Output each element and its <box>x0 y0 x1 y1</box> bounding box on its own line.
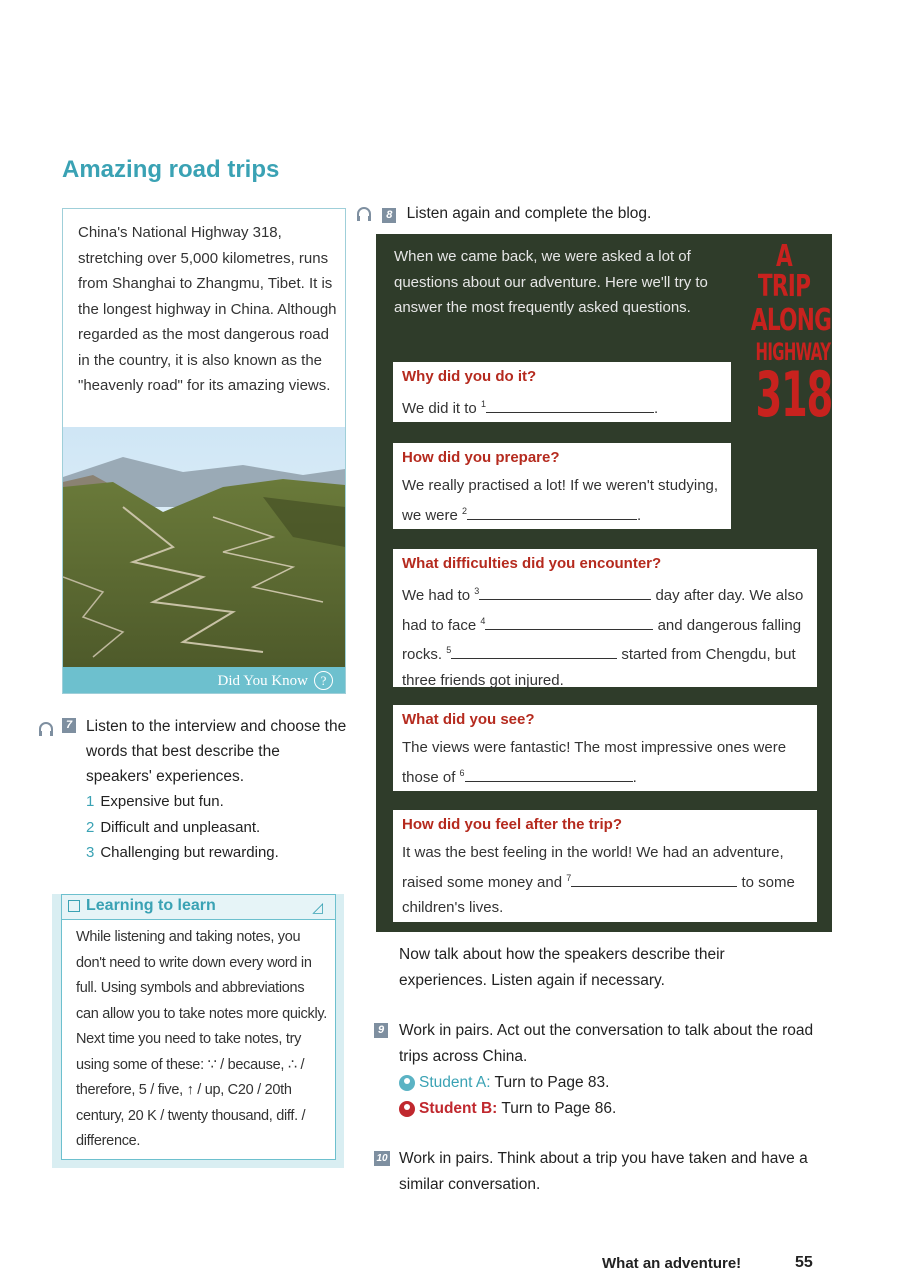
blank-number: 7 <box>566 872 572 883</box>
activity-number-badge: 9 <box>374 1023 388 1038</box>
blank-number: 3 <box>474 586 480 596</box>
answer-text: . <box>632 768 637 786</box>
student-a-text: Turn to Page 83. <box>490 1074 610 1091</box>
blog-card <box>393 549 817 687</box>
blank-number: 2 <box>462 505 468 516</box>
option-text: Difficult and unpleasant. <box>100 818 261 836</box>
option-text: Challenging but rewarding. <box>100 844 279 861</box>
card-question: Why did you do it? <box>402 368 537 385</box>
student-b-line[interactable] <box>399 1096 814 1122</box>
learning-to-learn-title <box>68 897 216 915</box>
activity-9 <box>374 1018 814 1122</box>
headphones-icon <box>356 205 382 222</box>
user-icon <box>399 1075 415 1091</box>
answer-text: . <box>653 400 659 417</box>
student-b-label: Student B: <box>419 1100 498 1117</box>
answer-text: . <box>637 506 642 524</box>
option-text: Expensive but fun. <box>100 793 224 810</box>
checkbox-icon <box>68 900 80 912</box>
answer-text: those of <box>402 768 460 786</box>
activity-9-instruction: Work in pairs. Act out the conversation to talk about the road trips across China. <box>399 1022 814 1065</box>
blog-title-number: 318 <box>755 358 833 431</box>
footer-title: What an adventure! <box>602 1255 742 1272</box>
option-number: 1 <box>86 793 95 810</box>
answer-text: three friends got injured. <box>402 671 564 689</box>
page-number: 55 <box>795 1254 813 1271</box>
answer-blank[interactable] <box>467 505 637 520</box>
did-you-know-bar <box>63 667 345 693</box>
blog-card <box>393 810 817 922</box>
blank-number: 4 <box>480 615 486 626</box>
did-you-know-label-text: Did You Know <box>217 673 308 689</box>
blank-number: 6 <box>459 767 465 778</box>
answer-text: day after day. We also <box>651 587 804 604</box>
blank-number: 1 <box>480 399 486 409</box>
after-blog-instruction: Now talk about how the speakers describe their experiences. Listen again if necessary. <box>399 946 725 989</box>
answer-blank[interactable] <box>571 872 737 887</box>
blog-card <box>393 443 731 529</box>
card-question: How did you feel after the trip? <box>402 816 623 833</box>
option-item[interactable] <box>86 840 348 866</box>
answer-text: children's lives. <box>402 899 504 916</box>
triangle-icon: ◿ <box>312 899 323 915</box>
activity-number-badge: 7 <box>62 718 76 733</box>
answer-blank[interactable] <box>465 767 633 782</box>
card-question: What difficulties did you encounter? <box>402 555 662 572</box>
option-item[interactable] <box>86 815 348 841</box>
card-question: What did you see? <box>402 711 535 728</box>
answer-text: We had to <box>402 587 475 604</box>
activity-10 <box>374 1146 814 1198</box>
answer-text: had to face <box>402 616 481 634</box>
card-answer <box>402 392 658 422</box>
activity-8-instruction: Listen again and complete the blog. <box>406 205 652 222</box>
card-answer <box>402 735 786 790</box>
blog-panel <box>376 234 832 932</box>
blog-title-line: HIGHWAY <box>755 338 831 366</box>
card-answer <box>402 473 718 528</box>
answer-text: We really practised a lot! If we weren't studying, <box>402 477 719 494</box>
user-icon <box>399 1101 415 1117</box>
student-a-line[interactable] <box>399 1070 814 1096</box>
section-title: Amazing road trips <box>62 156 280 183</box>
answer-blank[interactable] <box>485 615 653 630</box>
did-you-know-text: China's National Highway 318, stretching over 5,000 kilometres, runs from Shanghai to Zhangmu, Tibet. It is the longest highway in China. Although regarded as the most dangerous road in the country, it is also known as the "heavenly road" for its amazing views. <box>78 224 337 394</box>
card-answer <box>402 840 795 921</box>
option-item[interactable] <box>86 789 348 815</box>
answer-blank[interactable] <box>451 644 617 659</box>
answer-text: we were <box>402 506 463 524</box>
option-number: 3 <box>86 844 95 861</box>
blog-title-line: ALONG <box>750 303 832 338</box>
student-b-text: Turn to Page 86. <box>497 1100 617 1117</box>
answer-text: started from Chengdu, but <box>617 646 796 663</box>
answer-text: It was the best feeling in the world! We had an adventure, <box>402 844 784 861</box>
activity-10-instruction: Work in pairs. Think about a trip you have taken and have a similar conversation. <box>399 1150 808 1193</box>
answer-text: The views were fantastic! The most impressive ones were <box>402 739 787 756</box>
blog-card <box>393 705 817 791</box>
blog-title-line: A TRIP <box>757 239 811 304</box>
answer-blank[interactable] <box>479 585 651 600</box>
did-you-know-label <box>218 671 333 690</box>
answer-text: and dangerous falling <box>653 616 802 634</box>
answer-blank[interactable] <box>486 398 654 413</box>
headphones-icon <box>38 716 60 741</box>
card-answer <box>402 579 803 693</box>
option-number: 2 <box>86 818 95 836</box>
activity-number-badge: 10 <box>374 1151 390 1166</box>
learning-to-learn-title-text: Learning to learn <box>86 897 216 914</box>
answer-text: rocks. <box>402 646 447 663</box>
student-a-label: Student A: <box>419 1074 491 1091</box>
learning-to-learn-text: While listening and taking notes, you don't need to write down every word in full. Using symbols and abbreviations can allow you to take notes more quickly. Next time you need to take notes, try using some of these: ∵ / because, ∴ / therefore, 5 / five, ↑ / up, C20 / 20th century, 20 K / twenty thousand, diff. / difference. <box>76 929 327 1149</box>
answer-text: raised some money and <box>402 873 567 891</box>
learning-to-learn-box <box>52 894 344 1168</box>
card-question: How did you prepare? <box>402 449 560 466</box>
did-you-know-box <box>62 208 346 694</box>
blank-number: 5 <box>446 645 452 655</box>
activity-number-badge: 8 <box>382 208 396 223</box>
blog-card <box>393 362 731 422</box>
answer-text: to some <box>737 873 795 891</box>
activity-8-header <box>356 205 651 223</box>
activity-7 <box>38 714 348 866</box>
question-icon: ? <box>314 671 333 690</box>
activity-7-instruction: Listen to the interview and choose the words that best describe the speakers' experiences. <box>86 718 347 785</box>
activity-7-options <box>38 789 348 866</box>
answer-text: We did it to <box>402 400 481 417</box>
blog-title <box>738 239 833 431</box>
blog-intro: When we came back, we were asked a lot of questions about our adventure. Here we'll try to answer the most frequently asked questions. <box>394 248 708 316</box>
highway-photo <box>63 427 345 667</box>
